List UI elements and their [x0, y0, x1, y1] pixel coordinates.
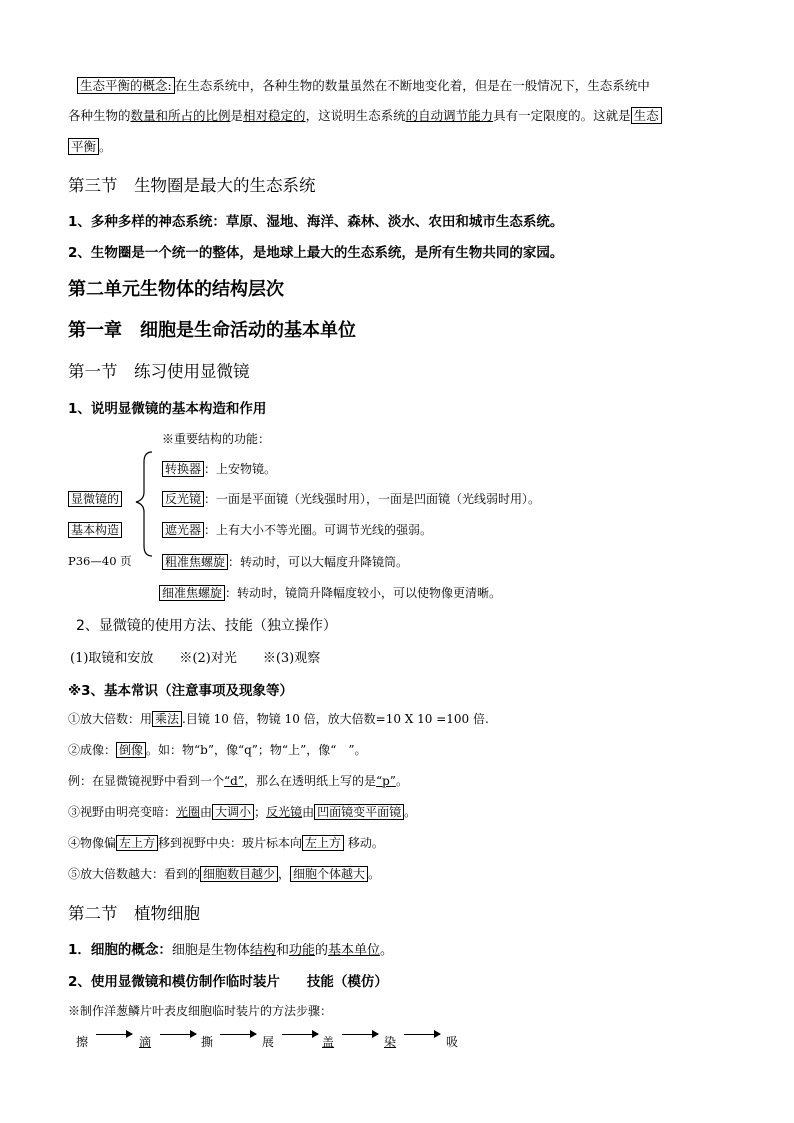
text: ，这说明生态系统	[305, 108, 406, 123]
part-desc: ：上有大小不等光圈。可调节光线的强弱。	[204, 523, 433, 537]
flow-step: 吸	[446, 1035, 459, 1049]
boxed-term: 大调小	[212, 804, 254, 820]
part-desc: ：上安物镜。	[204, 462, 277, 476]
example-line	[68, 772, 408, 789]
arrow-icon	[282, 1034, 318, 1035]
boxed-term: 左上方	[116, 835, 158, 851]
arrow-icon	[220, 1034, 256, 1035]
part-row	[159, 584, 501, 601]
text: 和	[275, 943, 289, 958]
microscope-steps: (1)取镜和安放 ※(2)对光 ※(3)观察	[70, 651, 321, 666]
arrow-icon	[160, 1034, 196, 1035]
text: 。	[395, 774, 408, 788]
boxed-term: 平衡	[68, 138, 99, 155]
note-1	[68, 710, 489, 727]
plant-item-2: 2、使用显微镜和模仿制作临时装片 技能（模仿）	[68, 974, 388, 990]
left-label-1	[68, 490, 122, 507]
text: 移到视野中央：玻片标本向	[158, 836, 303, 850]
part-desc: ：一面是平面镜（光线强时用），一面是凹面镜（光线弱时用）。	[204, 492, 541, 506]
text: 1．细胞的概念：	[68, 942, 172, 958]
text: 例：在显微镜视野中看到一个	[68, 774, 225, 788]
boxed-term: 细胞数目越少	[200, 866, 278, 882]
text: ④物像偏	[68, 836, 117, 850]
text: ；	[254, 805, 267, 819]
note-3	[68, 803, 416, 820]
flow-step: 撕	[201, 1035, 214, 1049]
part-name: 反光镜	[162, 491, 204, 507]
boxed-term: 倒像	[116, 742, 146, 758]
underlined-term: 功能	[288, 943, 315, 958]
text: ③视野由明亮变暗：	[68, 805, 177, 819]
text: ⑤放大倍数越大：看到的	[68, 867, 201, 881]
section-3-title: 第三节 生物圈是最大的生态系统	[68, 176, 316, 195]
arrow-icon	[96, 1034, 132, 1035]
part-desc: ：转动时，可以大幅度升降镜筒。	[228, 555, 409, 569]
underlined-term: “d”	[224, 774, 244, 788]
text: ①放大倍数：用	[68, 712, 153, 726]
text: 。	[368, 867, 381, 881]
section-3-item-2: 2、生物圈是一个统一的整体，是地球上最大的生态系统，是所有生物共同的家园。	[68, 245, 564, 261]
boxed-term: 生态	[631, 107, 662, 124]
underlined-term: 的自动调节能力	[405, 108, 494, 123]
procedure-flow	[0, 1033, 794, 1053]
flow-step: 染	[384, 1035, 397, 1049]
text: ，那么在透明纸上写的是	[243, 774, 376, 788]
underlined-term: 基本单位	[327, 943, 380, 958]
section-3-item-1: 1、多种多样的神态系统：草原、湿地、海洋、森林、淡水、农田和城市生态系统。	[68, 214, 564, 230]
boxed-term: 乘法	[152, 711, 182, 727]
eco-balance-line-3	[68, 137, 112, 155]
arrow-icon	[342, 1034, 378, 1035]
underlined-term: 数量和所占的比例	[130, 108, 231, 123]
plant-procedure-note: ※制作洋葱鳞片叶表皮细胞临时装片的方法步骤：	[68, 1004, 333, 1018]
microscope-item-3: ※3、基本常识（注意事项及现象等）	[68, 683, 294, 699]
note-4	[68, 834, 384, 851]
part-row	[162, 460, 276, 477]
flow-step: 滴	[139, 1035, 152, 1049]
part-row	[162, 521, 432, 538]
microscope-item-2: 2、显微镜的使用方法、技能（独立操作）	[76, 618, 337, 634]
text: 细胞是生物体	[171, 943, 250, 958]
text: 的	[314, 943, 328, 958]
text: 具有一定限度的。这就是	[493, 108, 631, 123]
boxed-term: 左上方	[302, 835, 344, 851]
boxed-term: 显微镜的	[68, 491, 122, 507]
note-5	[68, 865, 380, 882]
part-desc: ：转动时，镜筒升降幅度较小，可以使物像更清晰。	[225, 586, 502, 600]
text: 。	[99, 139, 112, 154]
unit-2-title: 第二单元生物体的结构层次	[68, 279, 284, 300]
eco-balance-text: 在生态系统中，各种生物的数量虽然在不断地变化着，但是在一般情况下，生态系统中	[174, 78, 650, 93]
underlined-term: 反光镜	[266, 805, 303, 819]
boxed-term: 基本构造	[68, 522, 122, 538]
part-name: 遮光器	[162, 522, 204, 538]
microscope-section-title: 第一节 练习使用显微镜	[68, 362, 250, 381]
flow-step: 盖	[322, 1035, 335, 1049]
part-row	[162, 553, 408, 570]
underlined-term: “p”	[375, 774, 396, 788]
eco-balance-line-2	[68, 106, 662, 124]
text: .目镜 10 倍，物镜 10 倍，放大倍数=10 X 10 =100 倍.	[182, 712, 489, 726]
part-name: 粗准焦螺旋	[162, 554, 228, 570]
important-structures-note: ※重要结构的功能：	[162, 432, 271, 446]
text: 是	[230, 108, 244, 123]
text: 。如：物“b”，像“q”；物“上”，像“ ”。	[146, 743, 367, 757]
text: ，	[278, 867, 291, 881]
eco-balance-term: 生态平衡的概念:	[77, 77, 175, 94]
brace-icon	[128, 450, 158, 560]
plant-item-1	[68, 938, 393, 958]
underlined-term: 相对稳定的	[243, 108, 306, 123]
eco-balance-line-1	[77, 76, 650, 94]
plant-cell-section-title: 第二节 植物细胞	[68, 904, 200, 923]
arrow-icon	[404, 1034, 440, 1035]
chapter-1-title: 第一章 细胞是生命活动的基本单位	[68, 320, 356, 341]
flow-step: 擦	[76, 1035, 89, 1049]
flow-step: 展	[262, 1035, 275, 1049]
part-row	[162, 490, 540, 507]
text: 。	[404, 805, 417, 819]
microscope-item-1: 1、说明显微镜的基本构造和作用	[68, 401, 267, 417]
boxed-term: 细胞个体越大	[290, 866, 368, 882]
note-2	[68, 741, 366, 758]
underlined-term: 光圈	[176, 805, 201, 819]
text: 由	[302, 805, 315, 819]
text: 由	[200, 805, 213, 819]
text: ②成像：	[68, 743, 117, 757]
page-reference: P36—40 页	[68, 554, 132, 568]
underlined-term: 结构	[249, 943, 276, 958]
boxed-term: 凹面镜变平面镜	[314, 804, 404, 820]
text: 移动。	[344, 836, 384, 850]
text: 。	[380, 943, 394, 958]
text: 各种生物的	[68, 108, 131, 123]
left-label-2	[68, 521, 122, 538]
part-name: 细准焦螺旋	[159, 585, 225, 601]
part-name: 转换器	[162, 461, 204, 477]
